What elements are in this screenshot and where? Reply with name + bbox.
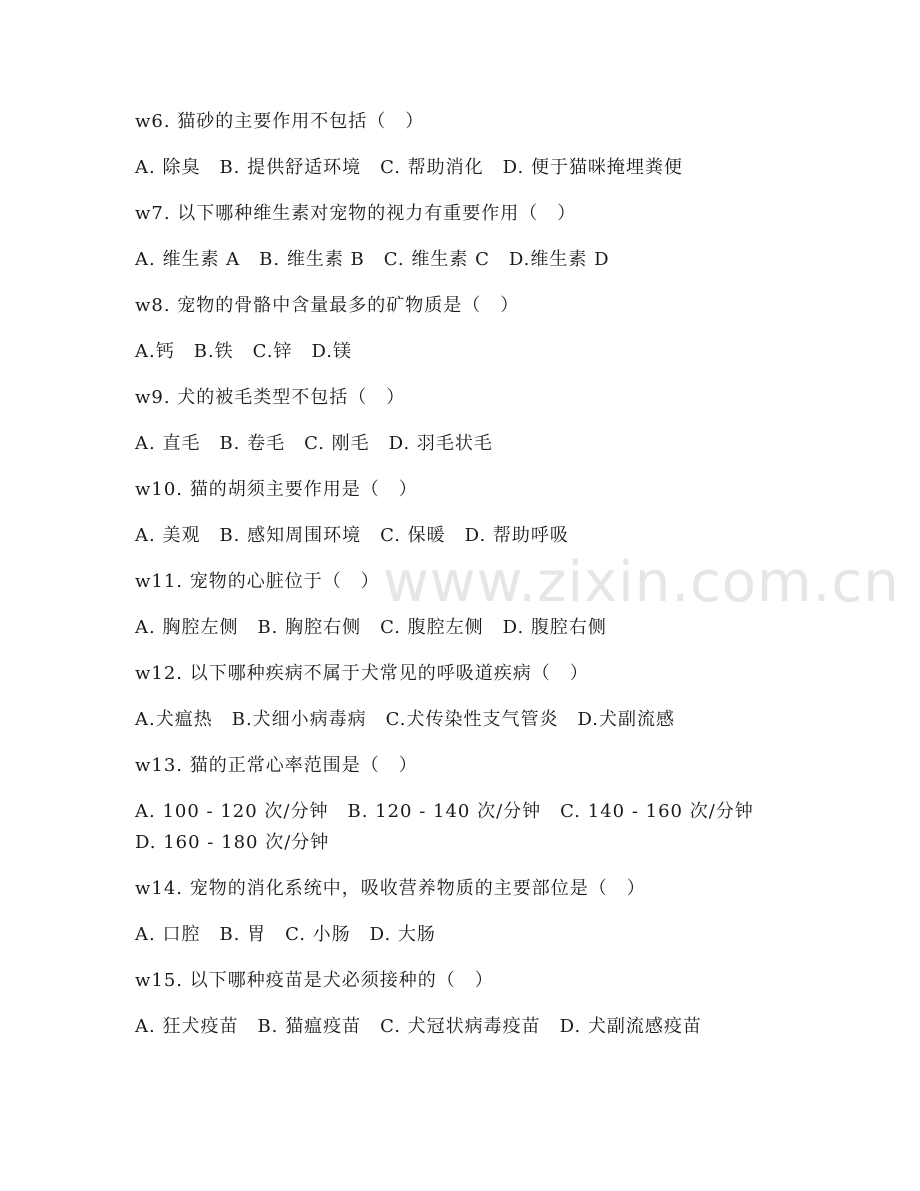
question-block	[135, 965, 785, 1042]
question-block	[135, 290, 785, 367]
question-block	[135, 566, 785, 643]
question-text: w6. 猫砂的主要作用不包括（ ）	[135, 111, 425, 132]
document-body	[135, 106, 785, 1057]
watermark: www.zixin.com.cn	[383, 550, 900, 615]
question-block	[135, 658, 785, 735]
question-block	[135, 198, 785, 275]
question-text: w15. 以下哪种疫苗是犬必须接种的（ ）	[135, 970, 494, 991]
question-text: w7. 以下哪种维生素对宠物的视力有重要作用（ ）	[135, 203, 577, 224]
question-block	[135, 750, 785, 858]
question-text: w12. 以下哪种疾病不属于犬常见的呼吸道疾病（ ）	[135, 663, 589, 684]
answer-options: A. 100 - 120 次/分钟 B. 120 - 140 次/分钟 C. 140 - 160 次/分钟 D. 160 - 180 次/分钟	[135, 801, 773, 853]
answer-options: A.犬瘟热 B.犬细小病毒病 C.犬传染性支气管炎 D.犬副流感	[135, 709, 676, 730]
question-block	[135, 106, 785, 183]
question-text: w14. 宠物的消化系统中，吸收营养物质的主要部位是（ ）	[135, 878, 646, 899]
answer-options: A. 狂犬疫苗 B. 猫瘟疫苗 C. 犬冠状病毒疫苗 D. 犬副流感疫苗	[135, 1016, 702, 1037]
question-text: w11. 宠物的心脏位于（ ）	[135, 571, 380, 592]
answer-options: A. 维生素 A B. 维生素 B C. 维生素 C D.维生素 D	[135, 249, 610, 270]
question-block	[135, 873, 785, 950]
answer-options: A. 直毛 B. 卷毛 C. 刚毛 D. 羽毛状毛	[135, 433, 493, 454]
question-text: w10. 猫的胡须主要作用是（ ）	[135, 479, 418, 500]
answer-options: A. 胸腔左侧 B. 胸腔右侧 C. 腹腔左侧 D. 腹腔右侧	[135, 617, 607, 638]
answer-options: A. 美观 B. 感知周围环境 C. 保暖 D. 帮助呼吸	[135, 525, 569, 546]
question-text: w8. 宠物的骨骼中含量最多的矿物质是（ ）	[135, 295, 520, 316]
question-block	[135, 382, 785, 459]
question-text: w9. 犬的被毛类型不包括（ ）	[135, 387, 406, 408]
answer-options: A. 除臭 B. 提供舒适环境 C. 帮助消化 D. 便于猫咪掩埋粪便	[135, 157, 683, 178]
question-text: w13. 猫的正常心率范围是（ ）	[135, 755, 418, 776]
answer-options: A.钙 B.铁 C.锌 D.镁	[135, 341, 353, 362]
answer-options: A. 口腔 B. 胃 C. 小肠 D. 大肠	[135, 924, 436, 945]
question-block	[135, 474, 785, 551]
